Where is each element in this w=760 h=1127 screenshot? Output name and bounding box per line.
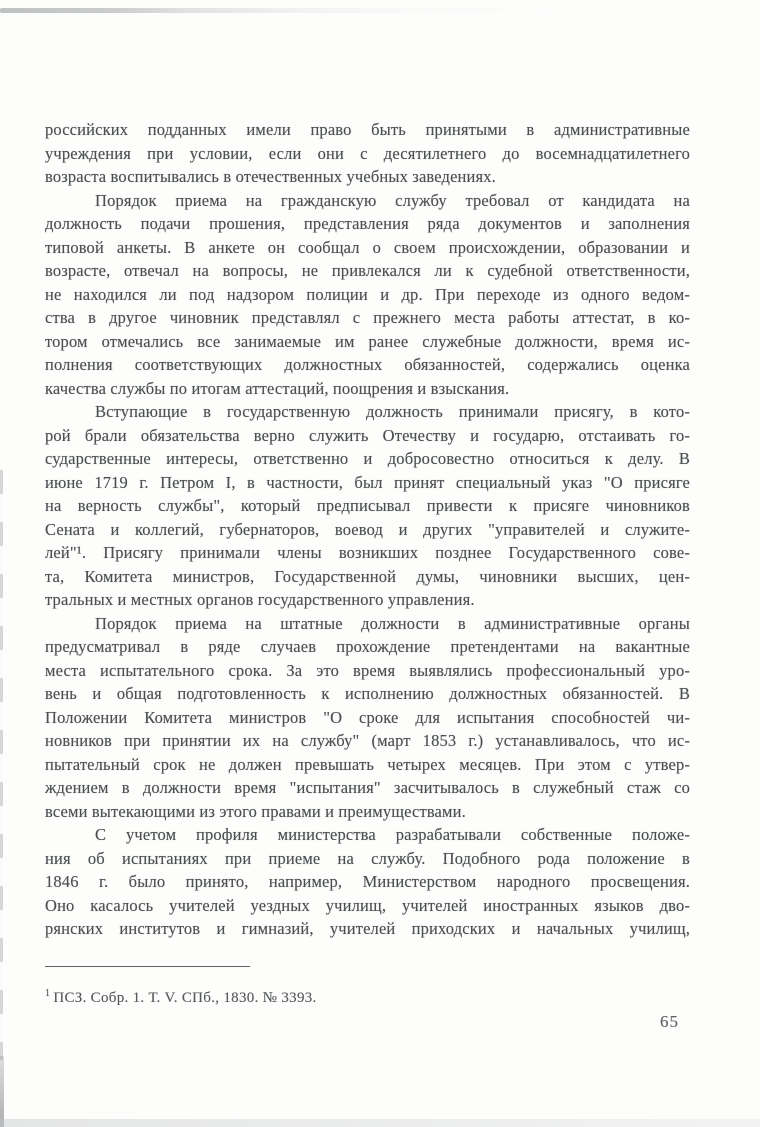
text-line: типовой анкеты. В анкете он сообщал о своем происхождении, образовании и	[45, 237, 690, 257]
text-line: качества службы по итогам аттестаций, поощрения и взыскания.	[45, 378, 510, 398]
text-line: новников при принятии их на службу" (март 1853 г.) устанавливалось, что ис-	[45, 731, 690, 750]
scan-artifact-left-edge	[0, 470, 3, 1060]
body-text	[45, 118, 690, 941]
footnote-separator	[45, 966, 250, 967]
text-line: 1846 г. было принято, например, Министерством народного просвещения.	[45, 872, 690, 891]
text-line: российских подданных имели право быть принятыми в административные	[45, 120, 690, 139]
scan-artifact-bottom-left	[0, 1056, 4, 1127]
footnote-marker: 1	[45, 988, 51, 999]
text-line: на верность службы", который предписывал привести к присяге чиновников	[45, 496, 690, 515]
footnote	[45, 988, 545, 1007]
text-line: рянских институтов и гимназий, учителей приходских и начальных училищ,	[45, 919, 690, 938]
text-line: Оно касалось учителей уездных училищ, учителей иностранных языков дво-	[45, 895, 690, 915]
text-line: Порядок приема на штатные должности в административные органы	[95, 613, 690, 633]
text-line: та, Комитета министров, Государственной думы, чиновники высших, цен-	[45, 566, 690, 586]
text-line: возраста воспитывались в отечественных учебных заведениях.	[45, 167, 496, 186]
text-line: лей"¹. Присягу принимали члены возникших позднее Государственного сове-	[45, 543, 690, 562]
text-line: должность подачи прошения, представления ряда документов и заполнения	[45, 214, 690, 233]
text-line: сударственные интересы, ответственно и добросовестно относиться к делу. В	[45, 449, 690, 468]
text-line: Порядок приема на гражданскую службу требовал от кандидата на	[95, 190, 690, 210]
text-line: места испытательного срока. За это время выявлялись профессиональный уро-	[45, 660, 690, 680]
text-line: полнения соответствующих должностных обязанностей, содержались оценка	[45, 355, 690, 374]
text-line: ждением в должности время "испытания" засчитывалось в служебный стаж со	[45, 778, 690, 797]
text-line: Вступающие в государственную должность принимали присягу, в кото-	[95, 402, 690, 421]
text-line: учреждения при условии, если они с десятилетнего до восемнадцатилетнего	[45, 143, 690, 163]
footnote-text: ПСЗ. Собр. 1. Т. V. СПб., 1830. № 3393.	[53, 990, 317, 1006]
scan-artifact-bottom-edge	[0, 1119, 760, 1127]
text-line: тором отмечались все занимаемые им ранее служебные должности, время ис-	[45, 331, 690, 351]
text-line: пытательный срок не должен превышать четырех месяцев. При этом с утвер-	[45, 754, 690, 774]
text-line: С учетом профиля министерства разрабатывали собственные положе-	[95, 825, 690, 844]
text-line: июне 1719 г. Петром I, в частности, был принят специальный указ "О присяге	[45, 472, 690, 492]
scan-artifact-top-edge	[0, 8, 560, 13]
text-line: не находился ли под надзором полиции и др. При переходе из одного ведом-	[45, 284, 690, 304]
page-number: 65	[660, 1012, 679, 1031]
text-line: рой брали обязательства верно служить Отечеству и государю, отстаивать го-	[45, 425, 690, 445]
text-line: вень и общая подготовленность к исполнению должностных обязанностей. В	[45, 684, 690, 703]
text-line: предусматривал в ряде случаев прохождение претендентами на вакантные	[45, 637, 690, 656]
text-line: Сената и коллегий, губернаторов, воевод и других "управителей и служите-	[45, 519, 690, 539]
text-line: всеми вытекающими из этого правами и преимуществами.	[45, 801, 466, 821]
text-line: ния об испытаниях при приеме на службу. Подобного рода положение в	[45, 848, 690, 868]
text-line: возрасте, отвечал на вопросы, не привлекался ли к судебной ответственности,	[45, 261, 690, 280]
text-line: тральных и местных органов государственного управления.	[45, 590, 475, 609]
text-line: ства в другое чиновник представлял с прежнего места работы аттестат, в ко-	[45, 308, 690, 327]
text-line: Положении Комитета министров "О сроке для испытания способностей чи-	[45, 707, 690, 727]
